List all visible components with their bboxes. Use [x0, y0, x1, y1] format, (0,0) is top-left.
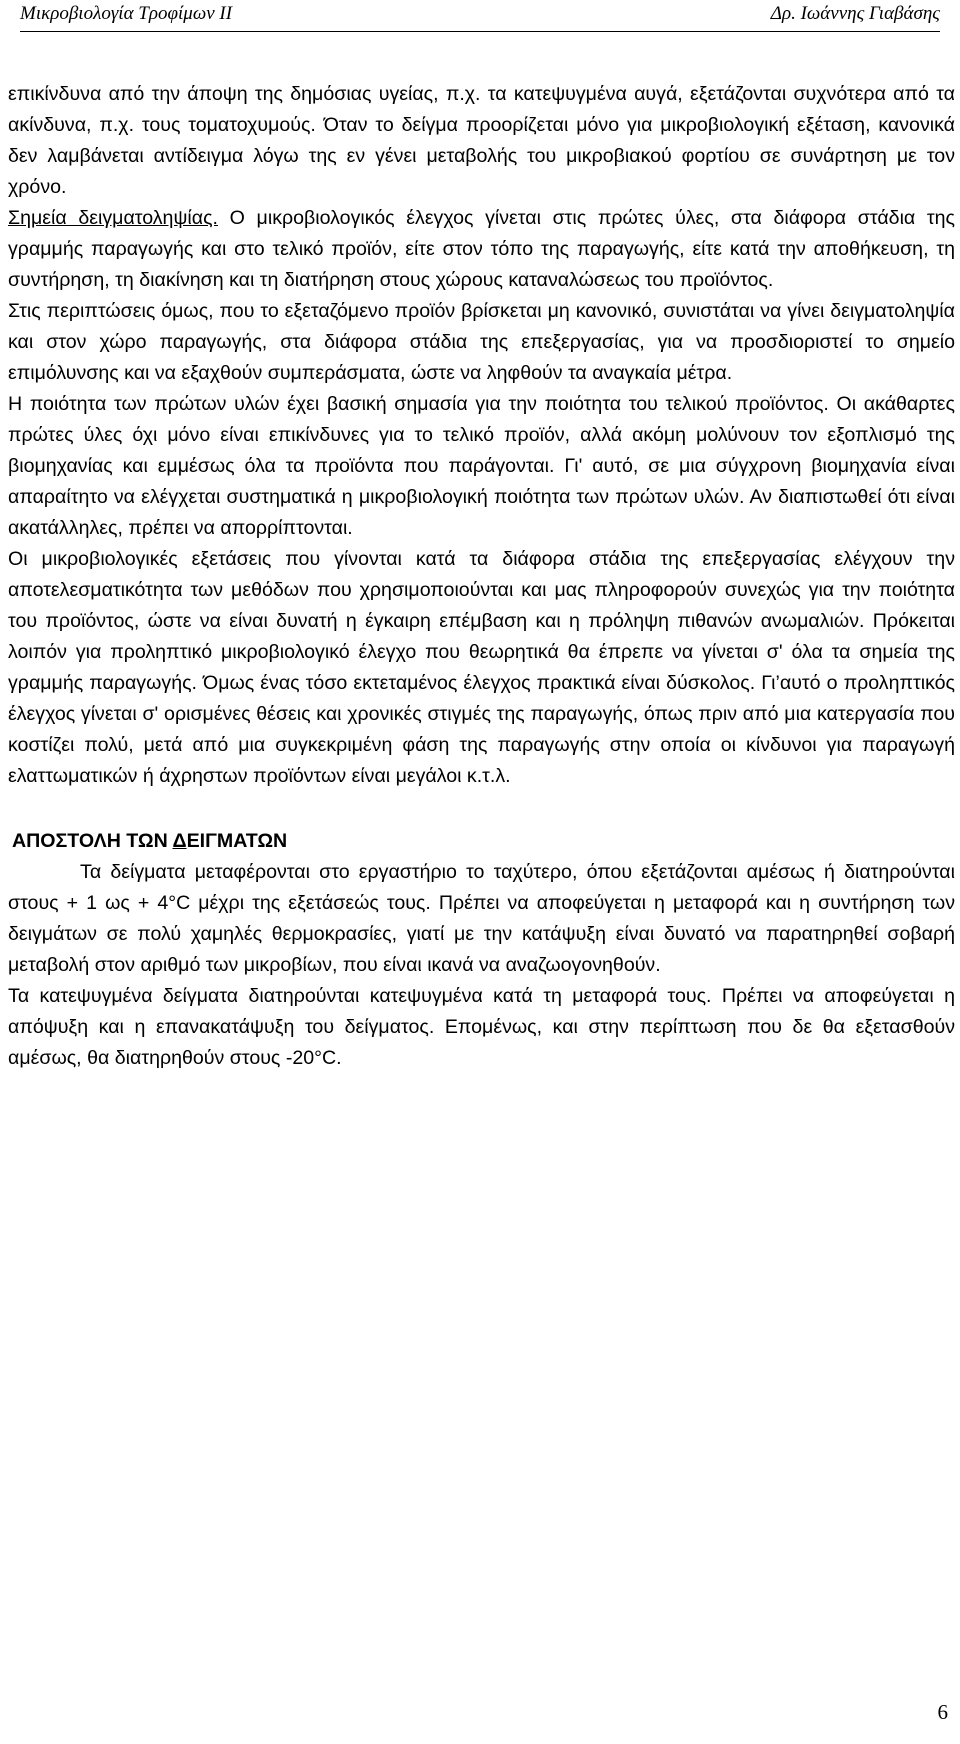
page-header: [20, 0, 940, 34]
sampling-points-lead: Σημεία δειγματοληψίας.: [8, 207, 218, 229]
paragraph-7: Τα κατεψυγμένα δείγματα διατηρούνται κατεψυγμένα κατά τη μεταφορά τους. Πρέπει να αποφεύγεται η απόψυξη και η επανακατάψυξη του δείγματος. Επομένως, και στην περίπτωση που δε θα εξετασθούν αμέσως, θα διατηρηθούν στους -20°C.: [8, 985, 955, 1069]
heading-part-1: ΑΠΟΣΤΟΛΗ ΤΩΝ: [12, 830, 173, 852]
author-name: Δρ. Ιωάννης Γιαβάσης: [770, 3, 940, 24]
sampling-points-text: Ο μικροβιολογικός έλεγχος γίνεται στις πρώτες ύλες, στα διάφορα στάδια της γραμμής παραγωγής και στο τελικό προϊόν, είτε στον τόπο της παραγωγής, είτε κατά την αποθήκευση, τη συντήρηση, τη διακίνηση και τη διατήρηση στους χώρους καταναλώσεως του προϊόντος.: [8, 207, 955, 291]
heading-part-2: Δ: [172, 830, 187, 852]
paragraph-5: Οι μικροβιολογικές εξετάσεις που γίνονται κατά τα διάφορα στάδια της επεξεργασίας ελέγχουν την αποτελεσματικότητα των μεθόδων που χρησιμοποιούνται και μας πληροφορούν συνεχώς για την ποιότητα του προϊόντος, ώστε να είναι δυνατή η έγκαιρη επέμβαση και η πρόληψη πιθανών ανωμαλιών. Πρόκειται λοιπόν για προληπτικό μικροβιολογικό έλεγχο που θεωρητικά θα έπρεπε να γίνεται σ' όλα τα σημεία της γραμμής παραγωγής. Όμως ένας τόσο εκτεταμένος έλεγχος πρακτικά είναι δύσκολος. Γι’αυτό ο προληπτικός έλεγχος γίνεται σ' ορισμένες θέσεις και χρονικές στιγμές της παραγωγής, όπως πριν από μια κατεργασία που κοστίζει πολύ, μετά από μια συγκεκριμένη φάση της παραγωγής στην οποία οι κίνδυνοι για παραγωγή ελαττωματικών ή άχρηστων προϊόντων είναι μεγάλοι κ.τ.λ.: [8, 548, 955, 787]
heading-part-3: ΕΙΓΜΑΤΩΝ: [186, 830, 288, 852]
paragraph-6: Τα δείγματα μεταφέρονται στο εργαστήριο το ταχύτερο, όπου εξετάζονται αμέσως ή διατηρούνται στους + 1 ως + 4°C μέχρι της εξετάσεώς τους. Πρέπει να αποφεύγεται η μεταφορά και η συντήρηση των δειγμάτων σε πολύ χαμηλές θερμοκρασίες, γιατί με την κατάψυξη είναι δυνατό να παρατηρηθεί σοβαρή μεταβολή στον αριθμό των μικροβίων, που είναι ικανά να αναζωογονηθούν.: [8, 861, 955, 976]
section-heading: [12, 826, 955, 857]
paragraph-4: Η ποιότητα των πρώτων υλών έχει βασική σημασία για την ποιότητα του τελικού προϊόντος. Οι ακάθαρτες πρώτες ύλες όχι μόνο είναι επικίνδυνες για το τελικό προϊόν, αλλά ακόμη μολύνουν τον εξοπλισμό της βιομηχανίας και εμμέσως όλα τα προϊόντα που παράγονται. Γι' αυτό, σε μια σύγχρονη βιομηχανία είναι απαραίτητο να ελέγχεται συστηματικά η μικροβιολογική ποιότητα των πρώτων υλών. Αν διαπιστωθεί ότι είναι ακατάλληλες, πρέπει να απορρίπτονται.: [8, 393, 955, 539]
document-body: [8, 79, 955, 1074]
paragraph-sampling-points: [8, 203, 955, 296]
paragraph-3: Στις περιπτώσεις όμως, που το εξεταζόμενο προϊόν βρίσκεται μη κανονικό, συνιστάται να γίνει δειγματοληψία και στον χώρο παραγωγής, στα διάφορα στάδια της επεξεργασίας, για να προσδιοριστεί το σημείο επιμόλυνσης και να εξαχθούν συμπεράσματα, ώστε να ληφθούν τα αναγκαία μέτρα.: [8, 300, 955, 384]
course-title: Μικροβιολογία Τροφίμων ΙΙ: [20, 3, 233, 24]
paragraph-1: επικίνδυνα από την άποψη της δημόσιας υγείας, π.χ. τα κατεψυγμένα αυγά, εξετάζονται συχνότερα από τα ακίνδυνα, π.χ. τους τοματοχυμούς. Όταν το δείγμα προορίζεται μόνο για μικροβιολογική εξέταση, κανονικά δεν λαμβάνεται αντίδειγμα λόγω της εν γένει μεταβολής του μικροβιακού φορτίου σε συνάρτηση με τον χρόνο.: [8, 83, 955, 198]
page-number: 6: [937, 1700, 948, 1724]
header-rule: [20, 31, 940, 32]
